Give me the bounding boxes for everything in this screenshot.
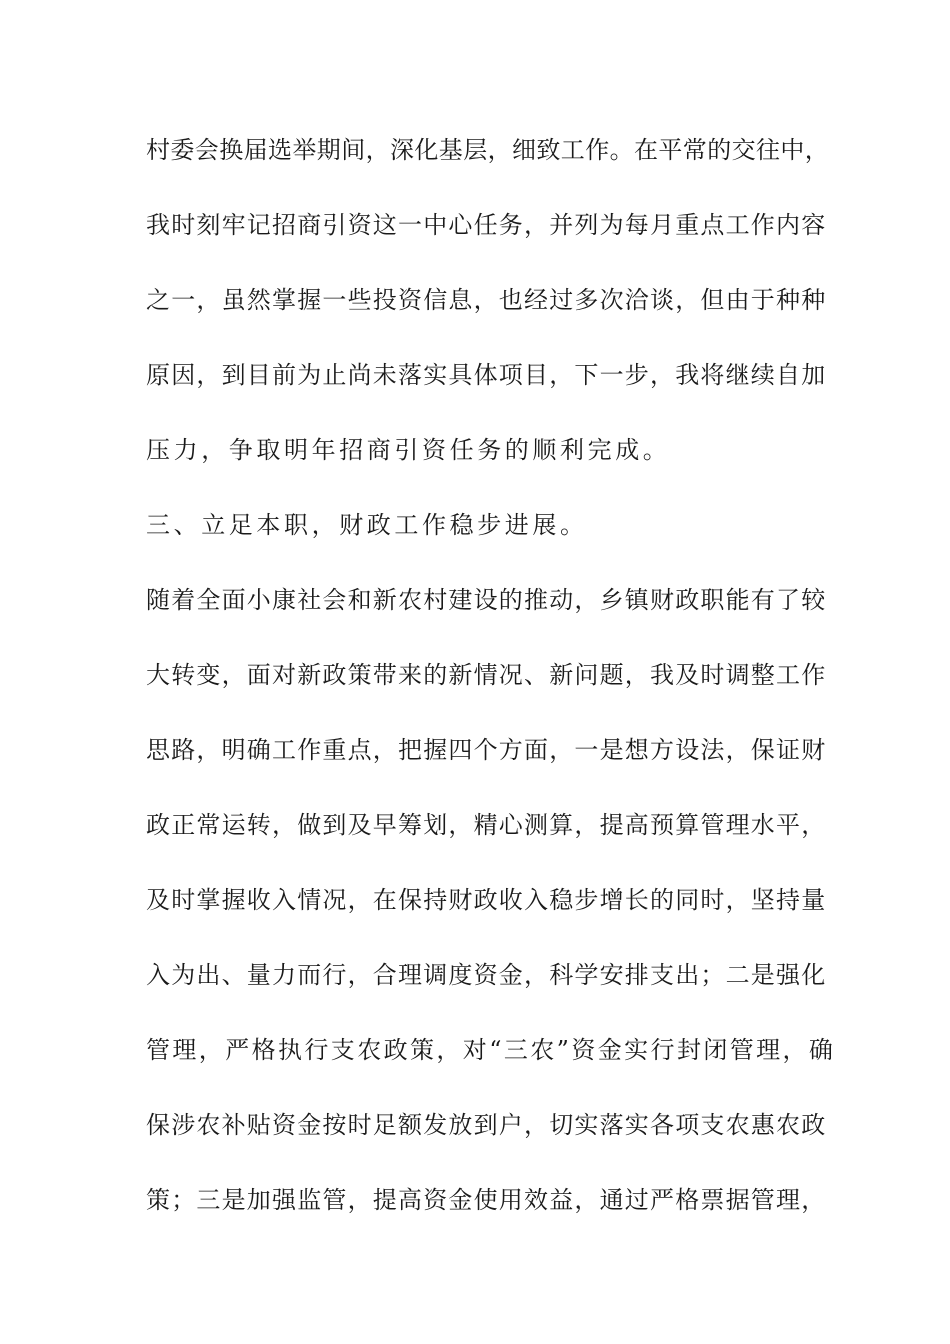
text-line: 及时掌握收入情况，在保持财政收入稳步增长的同时，坚持量 xyxy=(146,886,827,914)
text-line: 思路，明确工作重点，把握四个方面，一是想方设法，保证财 xyxy=(146,736,827,764)
text-line: 随着全面小康社会和新农村建设的推动，乡镇财政职能有了较 xyxy=(146,586,827,614)
text-line: 之一，虽然掌握一些投资信息，也经过多次洽谈，但由于种种 xyxy=(146,286,827,314)
text-line: 原因，到目前为止尚未落实具体项目，下一步，我将继续自加 xyxy=(146,361,827,389)
text-line: 村委会换届选举期间，深化基层，细致工作。在平常的交往中， xyxy=(146,136,830,164)
section-heading: 三、立足本职，财政工作稳步进展。 xyxy=(146,511,588,539)
text-line: 政正常运转，做到及早筹划，精心测算，提高预算管理水平， xyxy=(146,811,827,839)
text-line: 我时刻牢记招商引资这一中心任务，并列为每月重点工作内容 xyxy=(146,211,827,239)
text-line: 保涉农补贴资金按时足额发放到户，切实落实各项支农惠农政 xyxy=(146,1111,827,1139)
text-line: 管理，严格执行支农政策，对“三农”资金实行封闭管理，确 xyxy=(146,1036,836,1064)
text-line: 策；三是加强监管，提高资金使用效益，通过严格票据管理， xyxy=(146,1186,827,1214)
text-line: 入为出、量力而行，合理调度资金，科学安排支出；二是强化 xyxy=(146,961,827,989)
text-line: 压力，争取明年招商引资任务的顺利完成。 xyxy=(146,436,671,464)
text-line: 大转变，面对新政策带来的新情况、新问题，我及时调整工作 xyxy=(146,661,827,689)
